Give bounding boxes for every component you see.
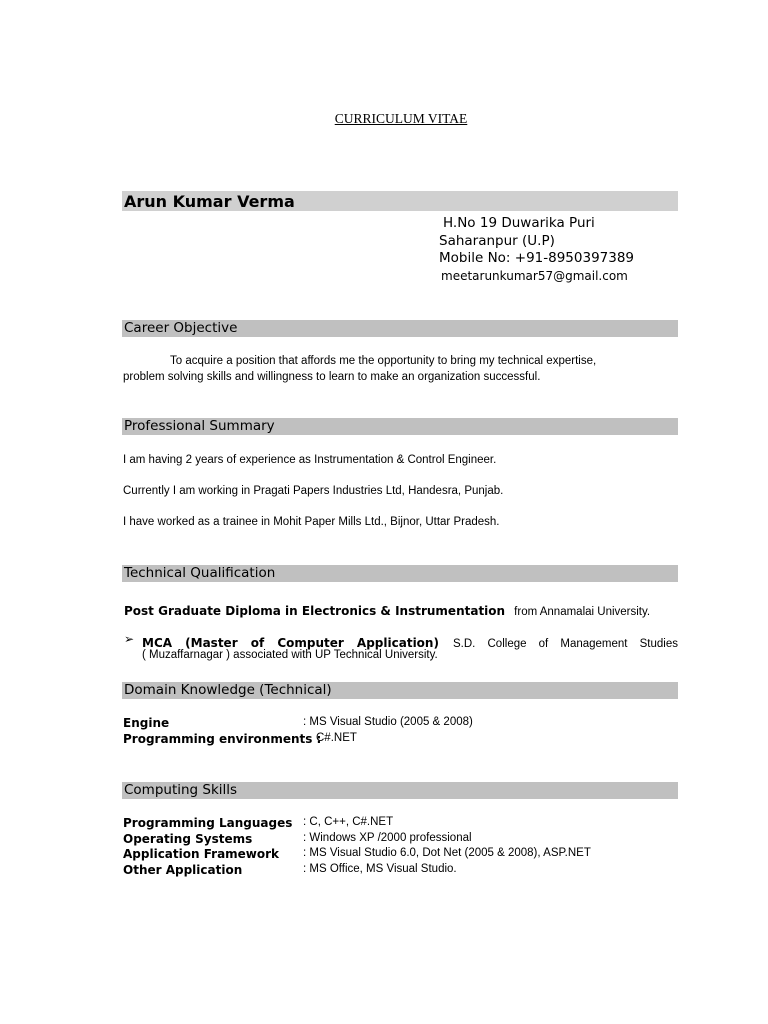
address-line-1: H.No 19 Duwarika Puri — [443, 215, 595, 231]
domain-value: : MS Visual Studio (2005 & 2008) — [303, 716, 473, 728]
domain-label: Programming environments : — [123, 732, 322, 746]
career-objective-heading: Career Objective — [124, 320, 238, 336]
skill-label: Programming Languages — [123, 816, 293, 830]
skill-label: Application Framework — [123, 847, 280, 861]
domain-knowledge-heading: Domain Knowledge (Technical) — [124, 682, 332, 698]
skill-label: Other Application — [123, 863, 243, 877]
career-objective-line-2: problem solving skills and willingness to learn to make an organization successful. — [123, 371, 541, 383]
mca-title: MCA (Master of Computer Application) — [142, 636, 439, 650]
skill-value: : C, C++, C#.NET — [303, 816, 394, 828]
candidate-name: Arun Kumar Verma — [124, 192, 295, 211]
pg-diploma-title: Post Graduate Diploma in Electronics & Instrumentation — [124, 604, 506, 618]
professional-summary-heading: Professional Summary — [124, 418, 275, 434]
domain-label: Engine — [123, 716, 170, 730]
pg-diploma-institution: from Annamalai University. — [514, 606, 651, 618]
document-title: CURRICULUM VITAE — [334, 111, 468, 126]
career-objective-line-1: To acquire a position that affords me the opportunity to bring my technical expertise, — [170, 355, 597, 367]
skill-value: : MS Visual Studio 6.0, Dot Net (2005 & 2008), ASP.NET — [303, 847, 591, 859]
pg-diploma-entry — [124, 600, 650, 619]
email-address: meetarunkumar57@gmail.com — [441, 269, 628, 283]
technical-qualification-heading: Technical Qualification — [124, 565, 276, 581]
skill-value: : MS Office, MS Visual Studio. — [303, 863, 457, 875]
skill-value: : Windows XP /2000 professional — [303, 832, 472, 844]
summary-item: Currently I am working in Pragati Papers Industries Ltd, Handesra, Punjab. — [123, 485, 504, 497]
bullet-icon: ➢ — [124, 632, 135, 646]
mca-affiliation: ( Muzaffarnagar ) associated with UP Technical University. — [142, 649, 438, 661]
address-line-2: Saharanpur (U.P) — [439, 233, 555, 249]
mobile-number: Mobile No: +91-8950397389 — [439, 250, 635, 266]
skill-label: Operating Systems — [123, 832, 253, 846]
summary-item: I am having 2 years of experience as Instrumentation & Control Engineer. — [123, 454, 497, 466]
mca-college: S.D. College of Management Studies — [453, 638, 678, 650]
computing-skills-heading: Computing Skills — [124, 782, 238, 798]
domain-value: C#.NET — [316, 732, 357, 744]
summary-item: I have worked as a trainee in Mohit Paper Mills Ltd., Bijnor, Uttar Pradesh. — [123, 516, 500, 528]
